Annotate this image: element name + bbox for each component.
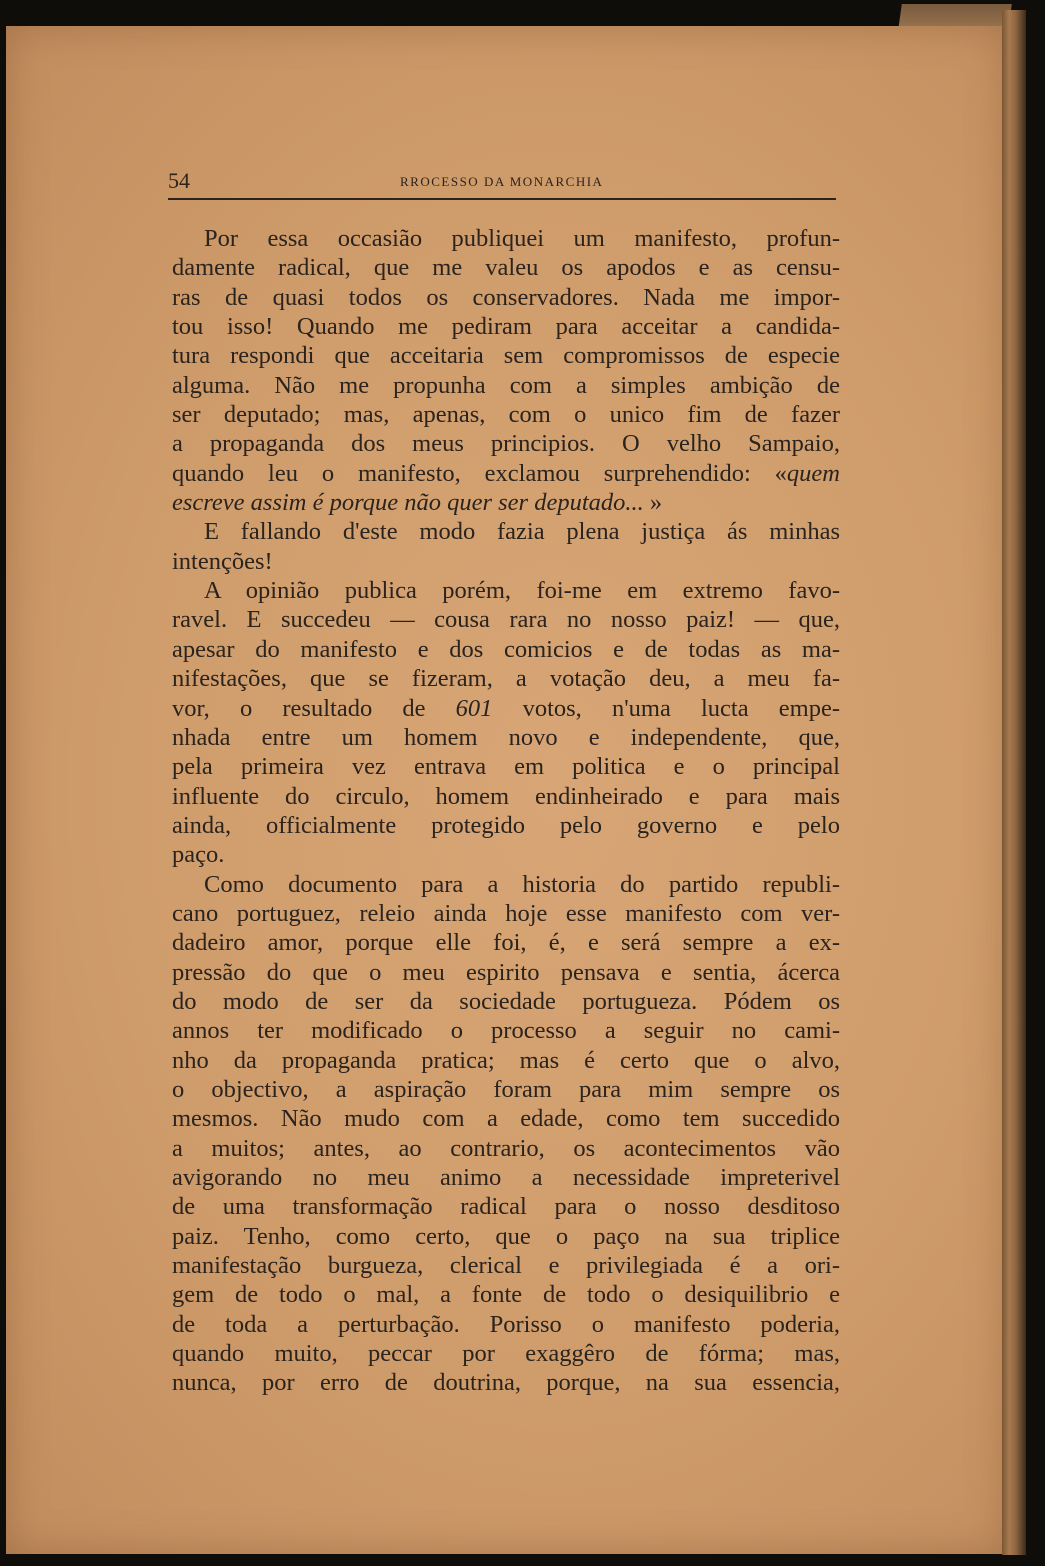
text-line: de toda a perturbação. Porisso o manifesto poderia, <box>172 1310 840 1338</box>
text-line: damente radical, que me valeu os apodos e as censu- <box>172 254 840 282</box>
text-run: vor, o resultado de <box>172 694 456 722</box>
text-line: tura respondi que acceitaria sem compromissos de especie <box>172 342 840 370</box>
text-line: pressão do que o meu espirito pensava e sentia, ácerca <box>172 958 840 986</box>
text-line: intenções! <box>172 547 273 575</box>
text-line: nhada entre um homem novo e independente, que, <box>172 723 840 751</box>
running-head: RROCESSO DA MONARCHIA <box>400 174 604 189</box>
text-line <box>172 459 840 488</box>
text-line: a muitos; antes, ao contrario, os acontecimentos vão <box>172 1134 840 1162</box>
text-line: paço. <box>172 841 225 869</box>
text-line: gem de todo o mal, a fonte de todo o desiquilibrio e <box>172 1281 840 1309</box>
text-line: ras de quasi todos os conservadores. Nada me impor- <box>172 283 840 311</box>
text-line: nho da propaganda pratica; mas é certo que o alvo, <box>172 1046 840 1074</box>
text-line: manifestação burgueza, clerical e privilegiada é a ori- <box>172 1252 840 1280</box>
text-line: pela primeira vez entrava em politica e o principal <box>172 753 840 781</box>
vote-count: 601 <box>455 694 493 722</box>
text-line: annos ter modificado o processo a seguir no cami- <box>172 1017 840 1045</box>
text-line <box>172 488 840 517</box>
text-line: dadeiro amor, porque elle foi, é, e será sempre a ex- <box>172 929 840 957</box>
text-line: ravel. E succedeu — cousa rara no nosso paiz! — que, <box>172 606 840 634</box>
quote-italic: escreve assim é porque não quer ser deputado... <box>172 489 644 517</box>
text-line: cano portuguez, releio ainda hoje esse manifesto com ver- <box>172 899 840 927</box>
text-line: E fallando d'este modo fazia plena justiça ás minhas <box>204 518 840 546</box>
text-line: avigorando no meu animo a necessidade impreterivel <box>172 1164 840 1191</box>
header-rule <box>168 198 836 200</box>
text-line: quando muito, peccar por exaggêro de fórma; mas, <box>172 1340 840 1368</box>
text-line: A opinião publica porém, foi-me em extremo favo- <box>204 577 840 605</box>
quote-italic: quem <box>786 459 840 487</box>
text-line: alguma. Não me propunha com a simples ambição de <box>172 371 840 399</box>
text-line: o objectivo, a aspiração foram para mim sempre os <box>172 1075 840 1103</box>
page-number: 54 <box>168 168 190 193</box>
text-line: ser deputado; mas, apenas, com o unico fim de fazer <box>172 401 840 429</box>
text-line: mesmos. Não mudo com a edade, como tem succedido <box>172 1105 840 1133</box>
text-line: tou isso! Quando me pediram para acceitar a candida- <box>172 313 840 341</box>
text-run: votos, n'uma lucta empe- <box>492 694 840 722</box>
text-line <box>172 694 840 723</box>
text-run: quando leu o manifesto, exclamou surprehendido: « <box>172 459 787 487</box>
page-edge <box>1002 10 1026 1555</box>
text-line: apesar do manifesto e dos comicios e de todas as ma- <box>172 635 840 663</box>
text-line: nifestações, que se fizeram, a votação deu, a meu fa- <box>172 665 840 693</box>
body-text <box>172 224 840 1398</box>
page-header <box>168 166 836 200</box>
text-line: paiz. Tenho, como certo, que o paço na sua triplice <box>172 1222 840 1250</box>
text-line: do modo de ser da sociedade portugueza. Pódem os <box>172 987 840 1015</box>
text-line: ainda, officialmente protegido pelo governo e pelo <box>172 811 840 839</box>
text-line: Por essa occasião publiquei um manifesto, profun- <box>204 225 840 252</box>
text-line: Como documento para a historia do partido republi- <box>204 870 840 898</box>
text-line: a propaganda dos meus principios. O velho Sampaio, <box>172 430 840 458</box>
text-line: influente do circulo, homem endinheirado e para mais <box>172 782 840 810</box>
closing-quote: » <box>649 489 663 517</box>
text-line: de uma transformação radical para o nosso desditoso <box>172 1193 840 1221</box>
text-line: nunca, por erro de doutrina, porque, na sua essencia, <box>172 1369 840 1397</box>
